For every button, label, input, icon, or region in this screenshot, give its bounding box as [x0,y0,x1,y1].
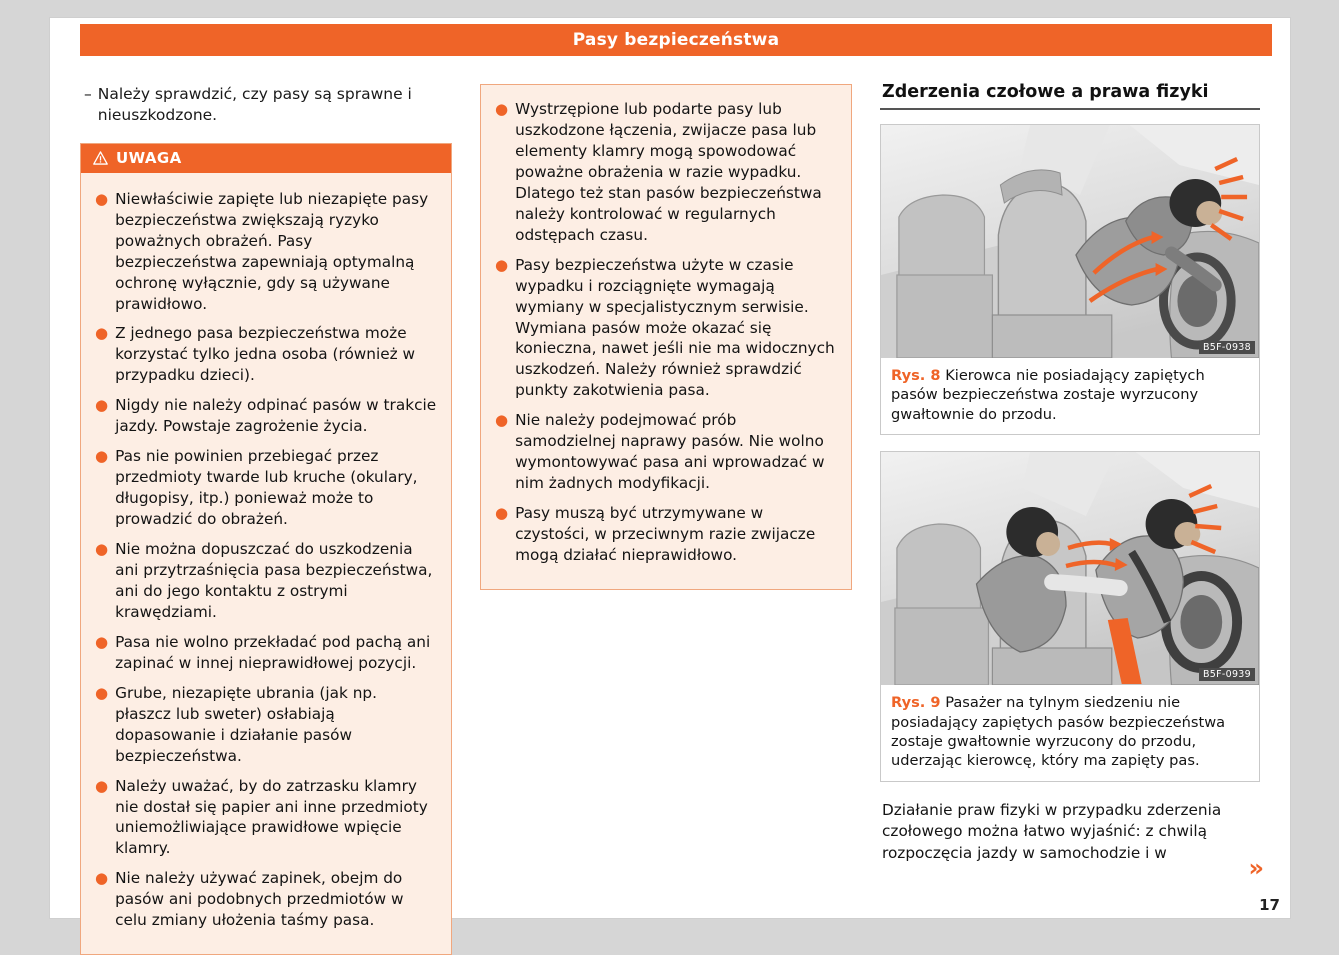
warning-box-continued [480,84,852,590]
list-item [495,410,837,494]
list-item-text: Należy uważać, by do zatrzasku klamry nie dostał się papier ani inne przedmioty uniemożliwiające prawidłowe wpięcie klamry. [115,776,428,858]
list-item [95,683,437,767]
bullet-dot-icon: ● [95,540,109,559]
list-item [95,446,437,530]
bullet-dot-icon: ● [95,447,109,466]
figure-8-caption-text: Kierowca nie posiadający zapiętych pasów bezpieczeństwa zostaje wyrzucony gwałtownie do przodu. [891,367,1205,423]
list-item-text: Pasa nie wolno przekładać pod pachą ani zapinać w innej nieprawidłowej pozycji. [115,632,431,672]
bullet-dot-icon: ● [95,683,109,702]
list-item-text: Pasy bezpieczeństwa użyte w czasie wypadku i rozciągnięte wymagają wymiany w specjalistycznym serwisie. Wymiana pasów może okazać się konieczna, nawet jeśli nie ma widocznych uszkodzeń. Należy również sprawdzić punkty zakotwienia pasa. [515,255,835,400]
page-header [80,24,1272,56]
list-item-text: Nie należy podejmować prób samodzielnej naprawy pasów. Nie wolno wymontowywać pasa ani wprowadzać w nim żadnych modyfikacji. [515,411,825,493]
list-item-text: Pas nie powinien przebiegać przez przedmioty twarde lub kruche (okulary, długopisy, itp.) ponieważ może to prowadzić do obrażeń. [115,447,418,529]
body-paragraph: Działanie praw fizyki w przypadku zderzenia czołowego można łatwo wyjaśnić: z chwilą rozpoczęcia jazdy w samochodzie i w [882,800,1222,862]
warning-box-body [81,173,451,955]
page-number: 17 [1259,896,1280,914]
column-right [880,74,1264,904]
figure-8-label: Rys. 8 [891,367,941,384]
list-item [95,323,437,386]
list-item [495,503,837,566]
figure-9-label: Rys. 9 [891,694,941,712]
figure-9 [880,451,1260,782]
list-item-text: Grube, niezapięte ubrania (jak np. płaszcz lub sweter) osłabiają dopasowanie i działanie pasów bezpieczeństwa. [115,683,378,765]
list-item-text: Pasy muszą być utrzymywane w czystości, w przeciwnym razie zwijacze mogą działać nieprawidłowo. [515,504,816,565]
bullet-dot-icon: ● [95,396,109,415]
list-item [95,632,437,674]
list-item [95,189,437,315]
bullet-dot-icon: ● [495,255,509,274]
column-middle [480,74,852,904]
figure-9-caption-text: Pasażer na tylnym siedzeniu nie posiadający zapiętych pasów bezpieczeństwa zostaje gwałtownie wyrzucony do przodu, uderzając kierowcę, który ma zapięty pas. [891,694,1226,770]
figure-8 [880,124,1260,435]
column-left [80,74,452,930]
list-item [495,99,837,246]
list-item [95,539,437,623]
list-item-text: Wystrzępione lub podarte pasy lub uszkodzone łączenia, zwijacze pasa lub elementy klamry mogą spowodować poważne obrażenia w razie wypadku. Dlatego też stan pasów bezpieczeństwa należy kontrolować w regularnych odstępach czasu. [515,100,822,244]
list-item [95,868,437,931]
list-item [495,255,837,402]
list-item-text: Nie należy używać zapinek, obejm do pasów ani podobnych przedmiotów w celu zmiany ułożenia taśmy pasa. [115,869,404,930]
figure-9-caption [881,685,1259,781]
list-item-text: Nigdy nie należy odpinać pasów w trakcie jazdy. Powstaje zagrożenie życia. [115,396,437,436]
bullet-dot-icon: ● [95,776,109,795]
warning-triangle-icon [93,151,108,165]
figure-8-code: B5F-0938 [1199,341,1255,354]
intro-text: Należy sprawdzić, czy pasy są sprawne i nieuszkodzone. [97,85,412,125]
bullet-dot-icon: ● [495,100,509,118]
document-page [50,18,1290,930]
figure-9-code: B5F-0939 [1199,668,1255,681]
bullet-dot-icon: ● [95,189,109,208]
warning-box [80,143,452,955]
figure-8-caption [881,358,1259,434]
figure-8-image [881,125,1259,358]
bullet-dot-icon: ● [495,411,509,430]
figure-9-image [881,452,1259,685]
bullet-dot-icon: ● [95,632,109,651]
intro-dash-item [80,74,452,127]
list-item-text: Niewłaściwie zapięte lub niezapięte pasy bezpieczeństwa zwiększają ryzyko poważnych obrażeń. Pasy bezpieczeństwa zapewniają optymalną ochronę wyłącznie, gdy są używane prawidłowo. [115,189,429,313]
bullet-dot-icon: ● [95,324,109,343]
bullet-dot-icon: ● [95,869,109,888]
warning-box-header [81,144,451,173]
continue-chevron-icon: » [1248,854,1264,882]
section-title: Zderzenia czołowe a prawa fizyki [880,74,1260,110]
list-item [95,776,437,860]
bullet-dot-icon: ● [495,504,509,523]
list-item [95,395,437,437]
list-item-text: Nie można dopuszczać do uszkodzenia ani przytrzaśnięcia pasa bezpieczeństwa, ani do jego kontaktu z ostrymi krawędziami. [115,540,433,621]
list-item-text: Z jednego pasa bezpieczeństwa może korzystać tylko jedna osoba (również w przypadku dzieci). [115,324,416,385]
page-header-title: Pasy bezpieczeństwa [572,30,780,50]
dash-marker: – [84,85,92,103]
warning-box-title: UWAGA [116,148,182,167]
